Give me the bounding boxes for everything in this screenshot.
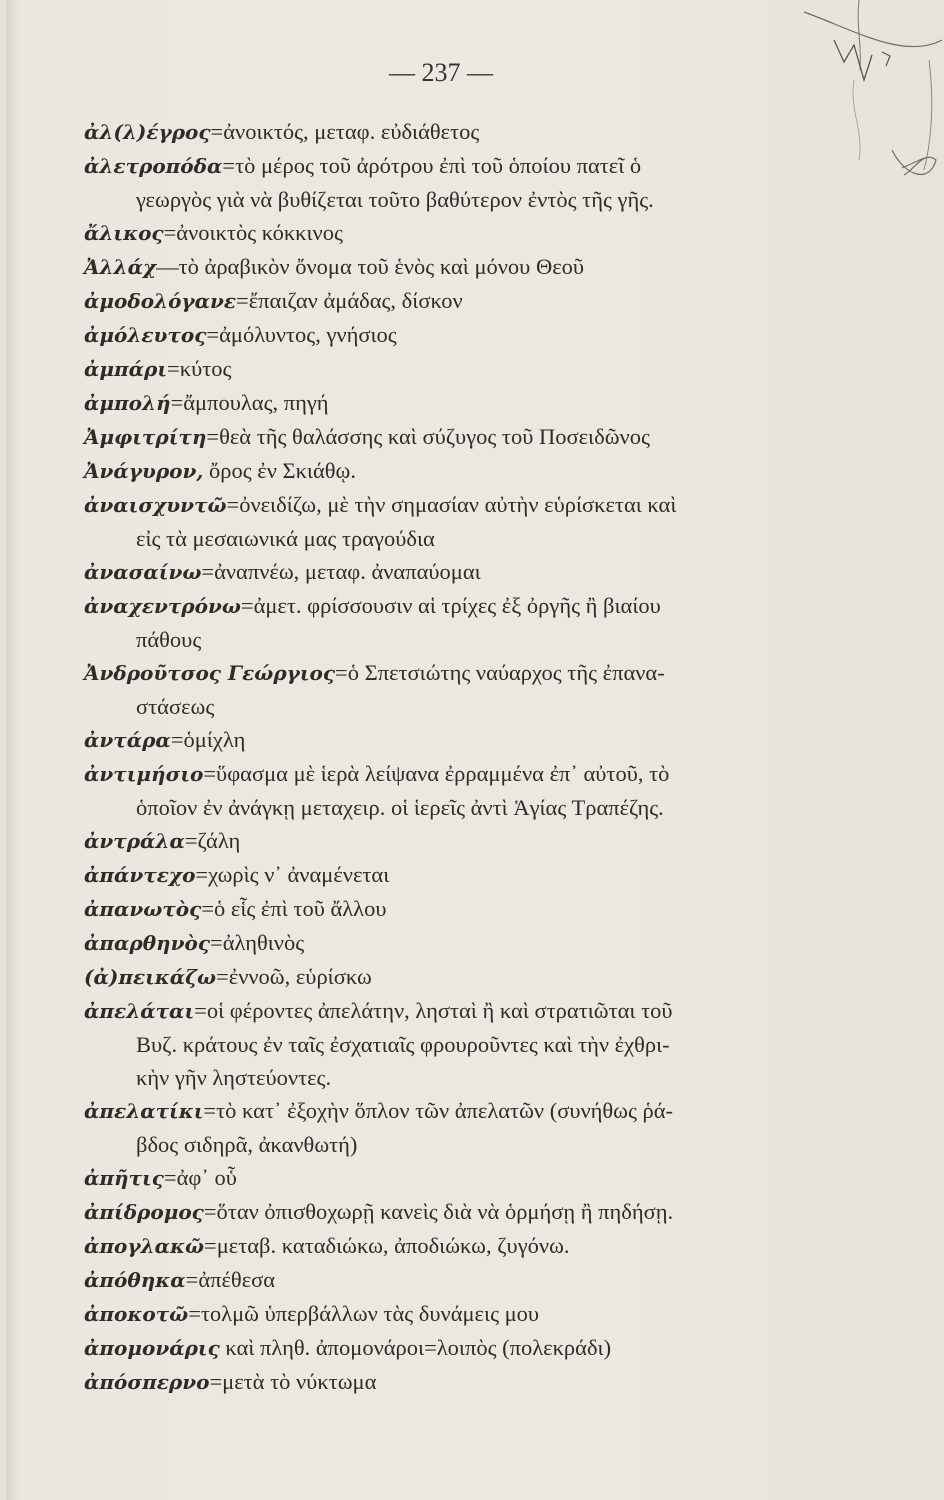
entry-definition: =ὕφασμα μὲ ἱερὰ λείψανα ἐρραμμένα ἐπ᾽ αὐτοῦ, τὸ [203, 761, 670, 786]
book-page [6, 0, 944, 1500]
entry-headword: ἀλ(λ)έγρος [84, 120, 211, 144]
glossary-entry [84, 1365, 844, 1399]
entry-first-line [84, 250, 844, 284]
entry-definition: =θεὰ τῆς θαλάσσης καὶ σύζυγος τοῦ Ποσειδῶνος [206, 424, 650, 449]
entry-definition: =τὸ κατ᾽ ἐξοχὴν ὅπλον τῶν ἀπελατῶν (συνήθως ῥά- [203, 1098, 674, 1123]
entry-definition: =ἀνοικτὸς κόκκινος [163, 220, 343, 245]
entry-first-line [84, 1094, 844, 1128]
entry-definition: κὴν γῆν ληστεύοντες. [136, 1065, 332, 1090]
glossary-entry [84, 386, 844, 420]
entry-headword: ἀντράλα [84, 829, 185, 853]
entry-continuation-line [84, 791, 844, 824]
glossary-entry [84, 1297, 844, 1331]
glossary-entry [84, 250, 844, 284]
glossary-entry [84, 420, 844, 454]
glossary-entry [84, 960, 844, 994]
entry-first-line [84, 149, 844, 183]
entry-headword: ἀντάρα [84, 728, 171, 752]
glossary-entry [84, 1094, 844, 1161]
glossary-entry [84, 926, 844, 960]
entry-first-line [84, 1229, 844, 1263]
entry-first-line [84, 386, 844, 420]
entry-first-line [84, 1195, 844, 1229]
entry-definition: =ἀπέθεσα [185, 1267, 276, 1292]
entry-first-line [84, 824, 844, 858]
entry-continuation-line [84, 690, 844, 723]
glossary-entries [84, 115, 844, 1399]
entry-definition: =ἐννοῶ, εὑρίσκω [216, 964, 372, 989]
glossary-entry [84, 115, 844, 149]
entry-headword: ἀνασαίνω [84, 560, 202, 584]
entry-first-line [84, 454, 844, 488]
entry-headword: ἀμοδολόγανε [84, 289, 237, 313]
glossary-entry [84, 352, 844, 386]
entry-headword: ἀπελατίκι [84, 1099, 204, 1123]
entry-headword: ἀμόλευτος [84, 323, 207, 347]
entry-first-line [84, 960, 844, 994]
entry-first-line [84, 757, 844, 791]
glossary-entry [84, 1229, 844, 1263]
glossary-entry [84, 1195, 844, 1229]
glossary-entry [84, 723, 844, 757]
entry-headword: ἀπίδρομος [84, 1200, 204, 1224]
entry-definition: =ὅταν ὀπισθοχωρῇ κανεὶς διὰ νὰ ὁρμήσῃ ἢ πηδήσῃ. [203, 1199, 674, 1224]
glossary-entry [84, 858, 844, 892]
entry-definition: =μεταβ. καταδιώκω, ἀποδιώκω, ζυγόνω. [204, 1233, 570, 1258]
entry-headword: ἀπάντεχο [84, 863, 196, 887]
entry-headword: ἀπόθηκα [84, 1268, 186, 1292]
entry-first-line [84, 284, 844, 318]
entry-headword: ἀποκοτῶ [84, 1302, 189, 1326]
page-number: — 237 — [389, 58, 493, 87]
entry-first-line [84, 488, 844, 522]
entry-headword: ἀναισχυντῶ [84, 493, 227, 517]
entry-definition: ὁποῖον ἐν ἀνάγκῃ μεταχειρ. οἱ ἱερεῖς ἀντὶ Ἁγίας Τραπέζης. [136, 795, 664, 820]
glossary-entry [84, 1263, 844, 1297]
entry-headword: ἀντιμήσιο [84, 762, 204, 786]
entry-headword: ἀπογλακῶ [84, 1234, 205, 1258]
entry-definition: =ἀμετ. φρίσσουσιν αἱ τρίχες ἐξ ὀργῆς ἢ βιαίου [240, 593, 661, 618]
entry-definition: =τολμῶ ὑπερβάλλων τὰς δυνάμεις μου [188, 1301, 540, 1326]
glossary-entry [84, 318, 844, 352]
glossary-entry [84, 284, 844, 318]
entry-headword: Ἀμφιτρίτη [84, 425, 207, 449]
entry-definition: =κύτος [167, 356, 232, 381]
entry-headword: (ἀ)πεικάζω [84, 965, 217, 989]
entry-definition: —τὸ ἀραβικὸν ὄνομα τοῦ ἑνὸς καὶ μόνου Θεοῦ [156, 254, 585, 279]
entry-first-line [84, 1331, 844, 1365]
entry-definition: =ἔπαιζαν ἀμάδας, δίσκον [236, 288, 463, 313]
entry-first-line [84, 318, 844, 352]
entry-definition: Βυζ. κράτους ἐν ταῖς ἐσχατιαῖς φρουροῦντες καὶ τὴν ἐχθρι- [136, 1032, 670, 1057]
entry-definition: ὄρος ἐν Σκιάθῳ. [203, 458, 356, 483]
entry-definition: =ἀφ᾽ οὗ [163, 1165, 237, 1190]
entry-definition: =ὁ εἷς ἐπὶ τοῦ ἄλλου [201, 896, 387, 921]
entry-headword: ἀπελάται [84, 999, 195, 1023]
entry-headword: ἄλικος [84, 221, 164, 245]
entry-definition: =ἀναπνέω, μεταφ. ἀναπαύομαι [201, 559, 481, 584]
entry-first-line [84, 589, 844, 623]
entry-headword: ἀμπολή [84, 391, 171, 415]
entry-first-line [84, 926, 844, 960]
entry-continuation-line [84, 183, 844, 216]
entry-definition: =οἱ φέροντες ἀπελάτην, λησταὶ ἢ καὶ στρατιῶται τοῦ [194, 998, 673, 1023]
entry-headword: ἀναχεντρόνω [84, 594, 241, 618]
entry-headword: Ἀνάγυρον, [84, 459, 204, 483]
entry-definition: καὶ πληθ. ἀπομονάροι=λοιπὸς (πολεκράδι) [219, 1335, 612, 1360]
glossary-entry [84, 555, 844, 589]
entry-continuation-line [84, 1061, 844, 1094]
entry-definition: στάσεως [136, 694, 215, 719]
entry-definition: =ἀνοικτός, μεταφ. εὐδιάθετος [210, 119, 480, 144]
entry-continuation-line [84, 1028, 844, 1061]
entry-headword: Ἀνδροῦτσος Γεώργιος [84, 661, 336, 685]
entry-headword: ἀπῆτις [84, 1166, 164, 1190]
entry-first-line [84, 555, 844, 589]
entry-headword: ἀπόσπερνο [84, 1370, 210, 1394]
glossary-entry [84, 589, 844, 656]
entry-definition: =χωρὶς ν᾽ ἀναμένεται [195, 862, 390, 887]
entry-first-line [84, 1161, 844, 1195]
entry-definition: γεωργὸς γιὰ νὰ βυθίζεται τοῦτο βαθύτερον ἐντὸς τῆς γῆς. [136, 187, 654, 212]
entry-definition: =ἄμπουλας, πηγή [170, 390, 329, 415]
entry-headword: ἀπανωτὸς [84, 897, 202, 921]
glossary-entry [84, 994, 844, 1094]
entry-headword: ἀπομονάρις [84, 1336, 220, 1360]
entry-first-line [84, 115, 844, 149]
glossary-entry [84, 149, 844, 216]
entry-first-line [84, 994, 844, 1028]
entry-continuation-line [84, 1128, 844, 1161]
glossary-entry [84, 656, 844, 723]
entry-continuation-line [84, 623, 844, 656]
entry-definition: πάθους [136, 627, 202, 652]
entry-first-line [84, 420, 844, 454]
glossary-entry [84, 824, 844, 858]
entry-definition: =μετὰ τὸ νύκτωμα [209, 1369, 377, 1394]
glossary-entry [84, 1161, 844, 1195]
glossary-entry [84, 488, 844, 555]
entry-definition: =ὁ Σπετσιώτης ναύαρχος τῆς ἐπανα- [335, 660, 665, 685]
entry-definition: εἰς τὰ μεσαιωνικά μας τραγούδια [136, 526, 435, 551]
glossary-entry [84, 1331, 844, 1365]
entry-definition: =ἀμόλυντος, γνήσιος [206, 322, 397, 347]
entry-headword: Ἀλλάχ [84, 255, 157, 279]
entry-definition: =ἀληθινὸς [210, 930, 305, 955]
entry-definition: =ὀνειδίζω, μὲ τὴν σημασίαν αὐτὴν εὑρίσκεται καὶ [226, 492, 677, 517]
entry-first-line [84, 1263, 844, 1297]
entry-first-line [84, 858, 844, 892]
glossary-entry [84, 892, 844, 926]
entry-first-line [84, 216, 844, 250]
entry-first-line [84, 352, 844, 386]
entry-definition: =τὸ μέρος τοῦ ἀρότρου ἐπὶ τοῦ ὁποίου πατεῖ ὁ [222, 153, 642, 178]
entry-definition: =ὁμίχλη [170, 727, 246, 752]
glossary-entry [84, 454, 844, 488]
glossary-entry [84, 216, 844, 250]
entry-first-line [84, 723, 844, 757]
entry-definition: =ζάλη [184, 828, 241, 853]
entry-first-line [84, 1365, 844, 1399]
glossary-entry [84, 757, 844, 824]
entry-first-line [84, 656, 844, 690]
entry-headword: ἀλετροπόδα [84, 154, 223, 178]
entry-definition: βδος σιδηρᾶ, ἀκανθωτή) [136, 1132, 358, 1157]
entry-headword: ἀμπάρι [84, 357, 168, 381]
entry-continuation-line [84, 522, 844, 555]
entry-first-line [84, 892, 844, 926]
entry-headword: ἀπαρθηνὸς [84, 931, 210, 955]
entry-first-line [84, 1297, 844, 1331]
